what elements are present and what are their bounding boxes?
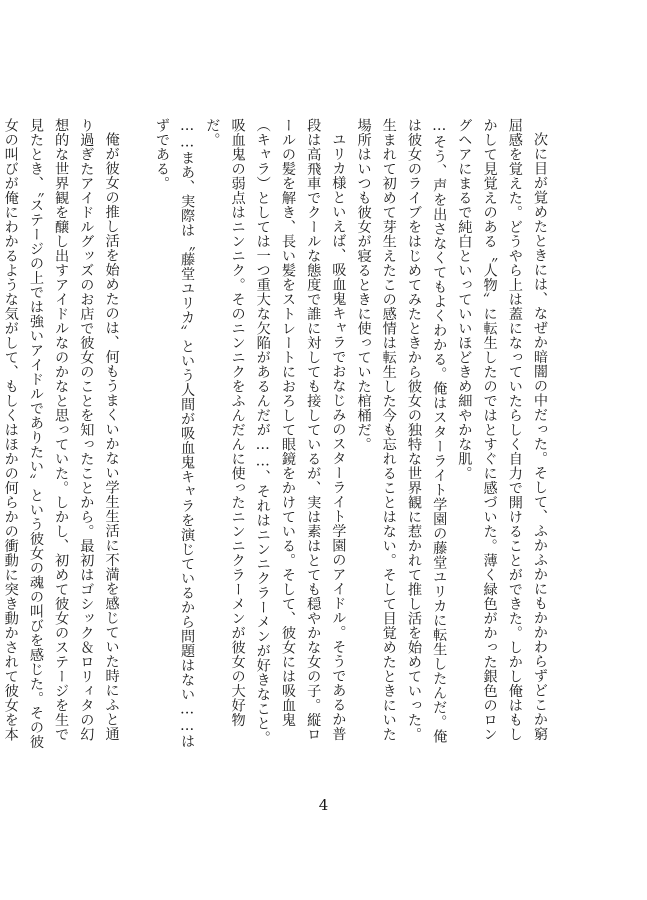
paragraph: ……まあ、実際は〝藤堂ユリカ〟という人間が吸血鬼キャラを演じているから問題はない……はずである。 xyxy=(153,118,196,749)
paragraph: 次に目が覚めたときには、なぜか暗闇の中だった。そして、ふかふかにもかかわらずどこか窮屈感を覚えた。どうやら上は蓋になっていたらしく自力で開けることができた。しかし俺はもしかして見覚えのある〝人物〟に転生したのではとすぐに感づいた。薄く緑色がかった銀色のロングヘアにまるで純白といっていいほどきめ細やかな肌。 xyxy=(456,118,548,742)
paragraph: 俺が彼女の推し活を始めたのは、何もうまくいかない学生生活に不満を感じていた時にふと通り過ぎたアイドルグッズのお店で彼女のことを知ったことから。最初はゴシック＆ロリィタの幻想的な世界観を醸し出すアイドルなのかなと思っていた。しかし、初めて彼女のステージを生で見たとき、〝ステージの上では強いアイドルでありたい〟という彼女の魂の叫びを感じた。その彼女の叫びが俺にわかるような気がして、もしくはほかの何らかの衝動に突き動かされて彼女を本 xyxy=(2,118,120,749)
paragraph: ユリカ様といえば、吸血鬼キャラでおなじみのスターライト学園のアイドル。そうであるか普段は高飛車でクールな態度で誰に対しても接しているが、実は素はとても穏やかな女の子。縦ロールの髪を解き、長い髪をストレートにおろして眼鏡をかけている。そして、彼女には吸血鬼（キャラ）としては一つ重大な欠陥があるんだが……、それはニンニクラーメンが好きなこと。吸血鬼の弱点はニンニク。そのニンニクをふんだんに使ったニンニクラーメンが彼女の大好物だ。 xyxy=(204,118,347,746)
paragraph: …そう、声を出さなくてもよくわかる。俺はスターライト学園の藤堂ユリカに転生したんだ。俺は彼女のライブをはじめてみたときから彼女の独特な世界観に惹かれて推し活を始めていった。生まれて初めて芽生えたこの感情は転生した今も忘れることはない。そして目覚めたときにいた場所はいつも彼女が寝るときに使っていた棺桶だ。 xyxy=(355,118,448,744)
body-text xyxy=(2,118,552,750)
page-number: 4 xyxy=(318,796,329,814)
paragraph-spacer xyxy=(124,118,149,750)
